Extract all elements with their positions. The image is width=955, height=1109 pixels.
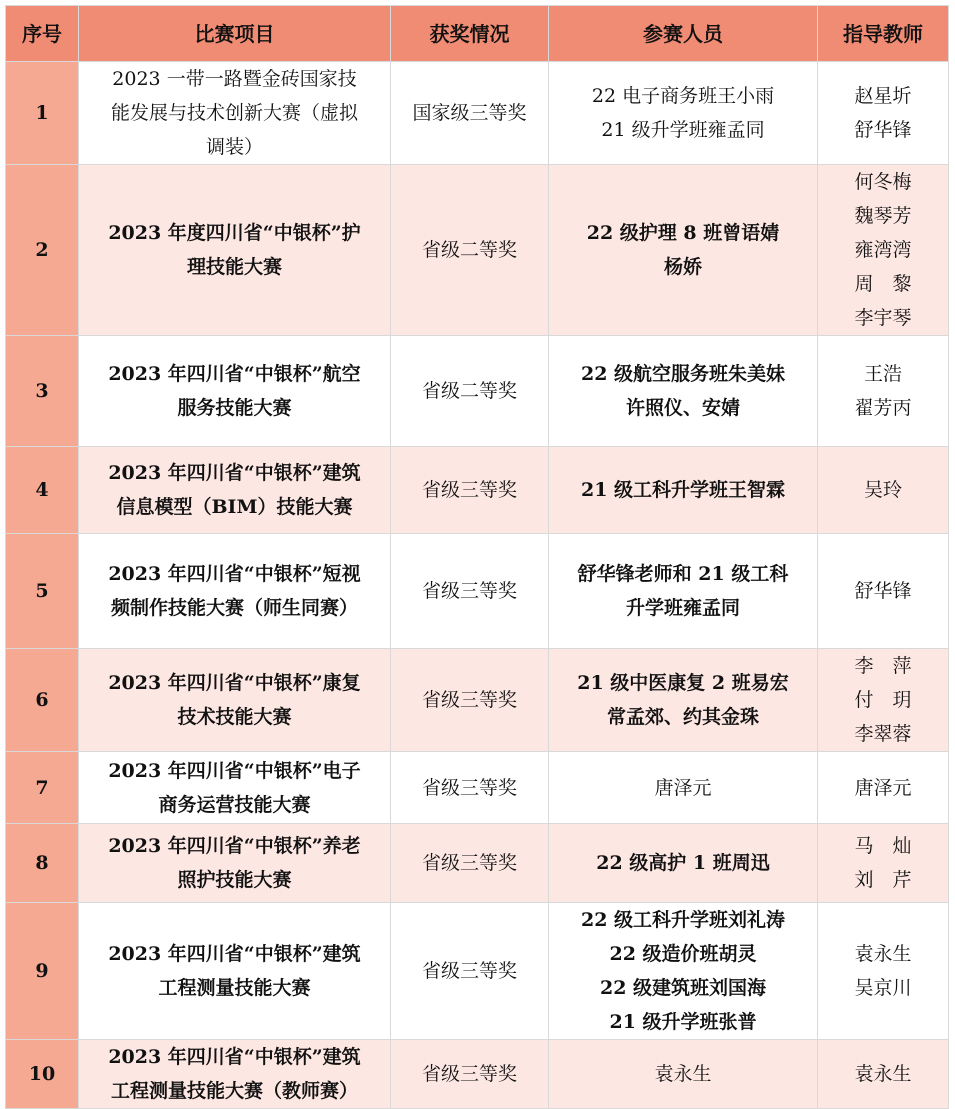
competition-line: 工程测量技能大赛（教师赛） xyxy=(110,1080,358,1102)
header-seq: 序号 xyxy=(6,6,79,62)
award-cell: 省级三等奖 xyxy=(391,534,549,649)
teachers-cell xyxy=(818,1040,949,1109)
seq-cell: 5 xyxy=(6,534,79,649)
table-row xyxy=(6,752,949,824)
participants-line: 21 级升学班张普 xyxy=(609,1011,757,1033)
teachers-cell xyxy=(818,165,949,336)
competition-cell xyxy=(79,447,391,534)
header-competition: 比赛项目 xyxy=(79,6,391,62)
participants-line: 21 级升学班雍孟同 xyxy=(601,119,765,141)
seq-cell: 10 xyxy=(6,1040,79,1109)
participants-line: 杨娇 xyxy=(663,256,702,278)
award-cell: 省级三等奖 xyxy=(391,447,549,534)
competition-line: 2023 年四川省“中银杯”建筑 xyxy=(108,462,361,484)
teachers-cell xyxy=(818,752,949,824)
award-cell: 省级三等奖 xyxy=(391,752,549,824)
seq-cell: 1 xyxy=(6,62,79,165)
teachers-line: 赵星圻 xyxy=(854,85,912,107)
seq-cell: 7 xyxy=(6,752,79,824)
participants-cell xyxy=(549,1040,818,1109)
competition-line: 商务运营技能大赛 xyxy=(158,793,311,816)
competition-line: 2023 一带一路暨金砖国家技 xyxy=(112,68,357,90)
award-cell: 省级二等奖 xyxy=(391,336,549,447)
participants-line: 舒华锋老师和 21 级工科 xyxy=(577,563,789,585)
teachers-line: 袁永生 xyxy=(854,943,912,965)
seq-cell: 9 xyxy=(6,903,79,1040)
competition-cell xyxy=(79,824,391,903)
participants-cell xyxy=(549,752,818,824)
competition-line: 照护技能大赛 xyxy=(177,869,292,891)
participants-line: 22 级航空服务班朱美妹 xyxy=(580,363,786,385)
teachers-line: 翟芳丙 xyxy=(854,397,912,419)
table-row xyxy=(6,1040,949,1109)
participants-line: 22 级护理 8 班曾语婧 xyxy=(586,222,780,244)
teachers-line: 马 灿 xyxy=(854,835,912,857)
participants-line: 升学班雍孟同 xyxy=(625,597,740,619)
table-row xyxy=(6,447,949,534)
seq-cell: 3 xyxy=(6,336,79,447)
award-cell: 省级三等奖 xyxy=(391,903,549,1040)
header-row xyxy=(6,6,949,62)
award-cell: 国家级三等奖 xyxy=(391,62,549,165)
teachers-line: 王浩 xyxy=(863,363,902,385)
teachers-line: 李 萍 xyxy=(854,655,912,677)
teachers-line: 吴玲 xyxy=(863,479,902,501)
competition-line: 调装） xyxy=(205,136,263,158)
teachers-line: 舒华锋 xyxy=(854,580,912,602)
teachers-line: 袁永生 xyxy=(854,1063,912,1085)
teachers-cell xyxy=(818,903,949,1040)
competition-cell xyxy=(79,752,391,824)
seq-cell: 6 xyxy=(6,649,79,752)
table-body xyxy=(6,62,949,1109)
teachers-line: 吴京川 xyxy=(854,977,912,999)
participants-line: 21 级中医康复 2 班易宏 xyxy=(577,672,789,694)
teachers-line: 李翠蓉 xyxy=(854,723,912,745)
table-row xyxy=(6,649,949,752)
teachers-line: 刘 芹 xyxy=(854,869,912,891)
table-row xyxy=(6,534,949,649)
participants-cell xyxy=(549,649,818,752)
participants-line: 22 级高护 1 班周迅 xyxy=(596,852,770,874)
participants-cell xyxy=(549,534,818,649)
seq-cell: 8 xyxy=(6,824,79,903)
teachers-cell xyxy=(818,649,949,752)
teachers-cell xyxy=(818,824,949,903)
teachers-line: 何冬梅 xyxy=(854,171,912,193)
participants-line: 22 级建筑班刘国海 xyxy=(599,977,767,999)
teachers-line: 雍湾湾 xyxy=(854,239,912,261)
competition-line: 2023 年度四川省“中银杯”护 xyxy=(108,222,361,244)
participants-cell xyxy=(549,903,818,1040)
competition-line: 频制作技能大赛（师生同赛） xyxy=(110,597,358,619)
participants-line: 21 级工科升学班王智霖 xyxy=(580,479,786,501)
table-row xyxy=(6,165,949,336)
header-participants: 参赛人员 xyxy=(549,6,818,62)
participants-line: 22 级造价班胡灵 xyxy=(609,943,757,965)
competition-line: 信息模型（BIM）技能大赛 xyxy=(116,496,353,518)
competition-cell xyxy=(79,903,391,1040)
competition-line: 能发展与技术创新大赛（虚拟 xyxy=(110,102,358,124)
participants-line: 唐泽元 xyxy=(654,776,712,799)
participants-cell xyxy=(549,824,818,903)
participants-line: 袁永生 xyxy=(654,1063,712,1085)
competition-line: 2023 年四川省“中银杯”康复 xyxy=(108,672,361,694)
teachers-cell xyxy=(818,447,949,534)
competition-line: 2023 年四川省“中银杯”建筑 xyxy=(108,943,361,965)
participants-line: 常孟郊、约其金珠 xyxy=(606,706,759,728)
award-cell: 省级三等奖 xyxy=(391,824,549,903)
table-row xyxy=(6,824,949,903)
teachers-line: 唐泽元 xyxy=(854,776,912,799)
participants-line: 22 级工科升学班刘礼涛 xyxy=(580,909,786,931)
table-row xyxy=(6,62,949,165)
award-cell: 省级二等奖 xyxy=(391,165,549,336)
table-row xyxy=(6,336,949,447)
award-cell: 省级三等奖 xyxy=(391,649,549,752)
participants-cell xyxy=(549,62,818,165)
header-teachers: 指导教师 xyxy=(818,6,949,62)
competition-line: 2023 年四川省“中银杯”建筑 xyxy=(108,1046,361,1068)
competition-cell xyxy=(79,1040,391,1109)
competition-line: 理技能大赛 xyxy=(186,256,282,278)
participants-cell xyxy=(549,447,818,534)
teachers-line: 李宇琴 xyxy=(854,307,912,329)
participants-line: 许照仪、安婧 xyxy=(625,397,740,419)
teachers-cell xyxy=(818,62,949,165)
participants-line: 22 电子商务班王小雨 xyxy=(591,85,775,107)
header-award: 获奖情况 xyxy=(391,6,549,62)
competition-line: 工程测量技能大赛 xyxy=(158,977,311,999)
competition-cell xyxy=(79,336,391,447)
teachers-line: 周 黎 xyxy=(854,273,912,295)
teachers-cell xyxy=(818,534,949,649)
competition-cell xyxy=(79,165,391,336)
competition-cell xyxy=(79,534,391,649)
competition-line: 服务技能大赛 xyxy=(177,397,292,419)
competition-cell xyxy=(79,62,391,165)
table-row xyxy=(6,903,949,1040)
teachers-line: 舒华锋 xyxy=(854,119,912,141)
competition-line: 2023 年四川省“中银杯”航空 xyxy=(108,363,361,385)
competition-line: 2023 年四川省“中银杯”养老 xyxy=(108,835,361,857)
competition-cell xyxy=(79,649,391,752)
seq-cell: 2 xyxy=(6,165,79,336)
competition-line: 2023 年四川省“中银杯”短视 xyxy=(108,563,361,585)
award-cell: 省级三等奖 xyxy=(391,1040,549,1109)
competition-line: 2023 年四川省“中银杯”电子 xyxy=(108,759,361,782)
participants-cell xyxy=(549,165,818,336)
competition-line: 技术技能大赛 xyxy=(177,706,292,728)
awards-table xyxy=(5,5,949,1109)
teachers-line: 付 玥 xyxy=(854,689,912,711)
seq-cell: 4 xyxy=(6,447,79,534)
teachers-cell xyxy=(818,336,949,447)
teachers-line: 魏琴芳 xyxy=(854,205,912,227)
participants-cell xyxy=(549,336,818,447)
